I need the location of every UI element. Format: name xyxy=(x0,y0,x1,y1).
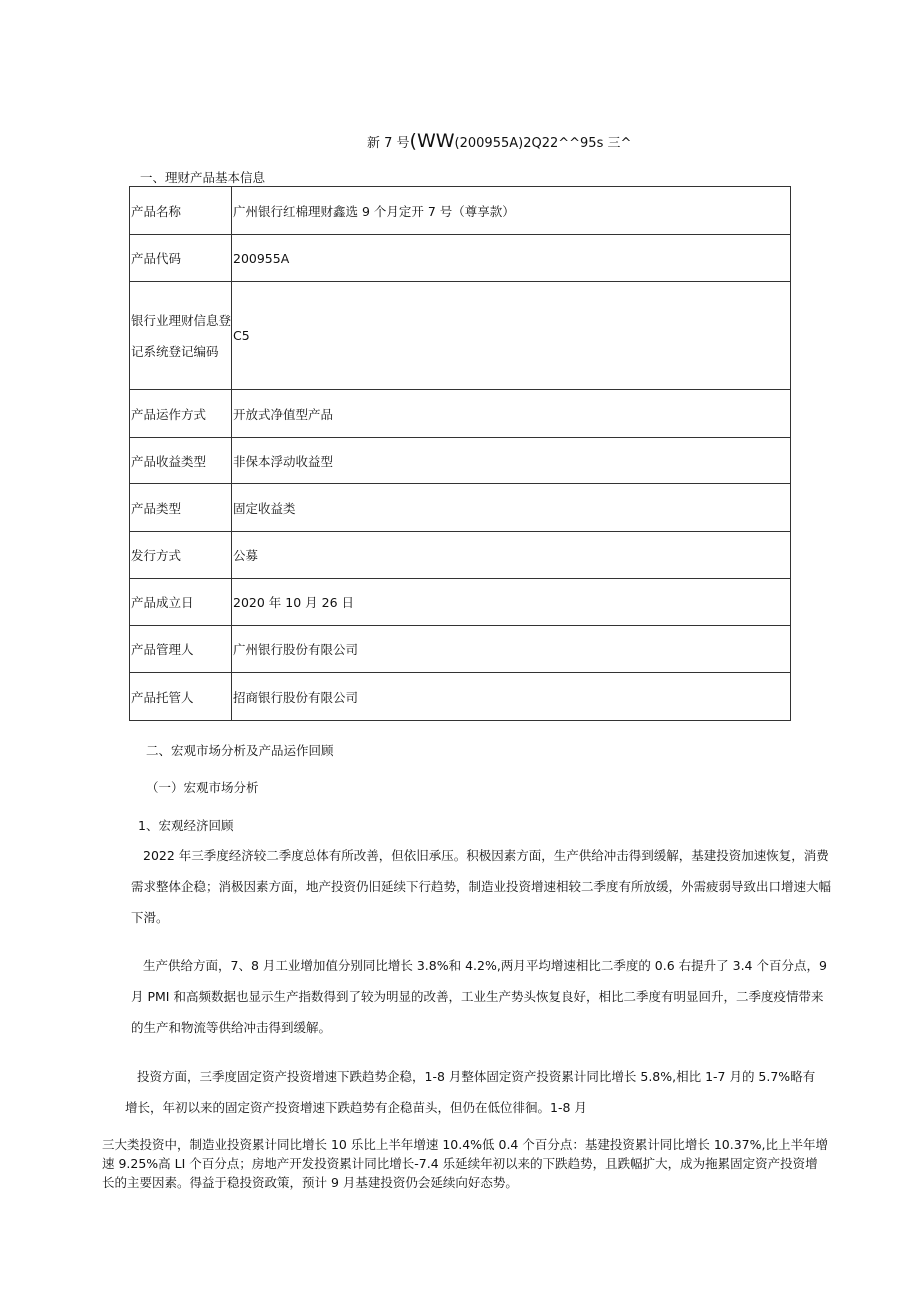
section-heading-1: 一、理财产品基本信息 xyxy=(140,170,266,185)
title-prefix: 新 7 号 xyxy=(367,136,410,151)
field-value: C5 xyxy=(232,282,791,390)
table-row xyxy=(130,438,791,484)
field-value: 200955A xyxy=(232,235,791,282)
table-row xyxy=(130,187,791,235)
table-row xyxy=(130,626,791,673)
field-label: 产品管理人 xyxy=(130,626,232,673)
table-row xyxy=(130,532,791,579)
field-label: 产品收益类型 xyxy=(130,438,232,484)
subsection-heading: （一）宏观市场分析 xyxy=(146,780,259,795)
field-label: 产品代码 xyxy=(130,235,232,282)
paragraph-3: 投资方面，三季度固定资产投资增速下跌趋势企稳，1-8 月整体固定资产投资累计同比增长 5.8%,相比 1-7 月的 5.7%略有增长，年初以来的固定资产投资增速下跌趋势有企稳苗头，但仍在低位徘徊。1-8 月 xyxy=(125,1069,816,1115)
field-value: 招商银行股份有限公司 xyxy=(232,673,791,721)
field-label: 产品运作方式 xyxy=(130,390,232,438)
table-row xyxy=(130,579,791,626)
table-row xyxy=(130,673,791,721)
field-value: 固定收益类 xyxy=(232,484,791,532)
document-title xyxy=(367,130,631,152)
field-value: 2020 年 10 月 26 日 xyxy=(232,579,791,626)
title-rest: (200955A)2Q22^^95s 三^ xyxy=(454,136,632,151)
table-row xyxy=(130,390,791,438)
paragraph-1: 2022 年三季度经济较二季度总体有所改善，但依旧承压。积极因素方面，生产供给冲击得到缓解，基建投资加速恢复，消费需求整体企稳；消极因素方面，地产投资仍旧延续下行趋势，制造业投资增速相较二季度有所放缓，外需疲弱导致出口增速大幅下滑。 xyxy=(131,848,832,925)
product-info-table xyxy=(129,186,791,721)
table-row xyxy=(130,484,791,532)
field-label: 产品名称 xyxy=(130,187,232,235)
field-value: 广州银行红棉理财鑫选 9 个月定开 7 号（尊享款） xyxy=(232,187,791,235)
field-label: 产品成立日 xyxy=(130,579,232,626)
table-row xyxy=(130,235,791,282)
paragraph-2: 生产供给方面，7、8 月工业增加值分别同比增长 3.8%和 4.2%,两月平均增速相比二季度的 0.6 右提升了 3.4 个百分点，9 月 PMI 和高频数据也显示生产指数得到了较为明显的改善，工业生产势头恢复良好，相比二季度有明显回升，二季度疫情带来的生产和物流等供给冲击得到缓解。 xyxy=(131,958,827,1035)
paragraph-4: 三大类投资中，制造业投资累计同比增长 10 乐比上半年增速 10.4%低 0.4 个百分点：基建投资累计同比增长 10.37%,比上半年增速 9.25%高 LI 个百分点；房地产开发投资累计同比增长-7.4 乐延续年初以来的下跌趋势，且跌幅扩大，成为拖累固定资产投资增长的主要因素。得益于稳投资政策，预计 9 月基建投资仍会延续向好态势。 xyxy=(102,1137,828,1190)
section-heading-2: 二、宏观市场分析及产品运作回顾 xyxy=(146,743,334,758)
title-big: (WW xyxy=(409,130,455,152)
table-row xyxy=(130,282,791,390)
field-value: 开放式净值型产品 xyxy=(232,390,791,438)
field-value: 公募 xyxy=(232,532,791,579)
field-value: 广州银行股份有限公司 xyxy=(232,626,791,673)
field-label: 银行业理财信息登记系统登记编码 xyxy=(130,282,232,390)
field-label: 产品类型 xyxy=(130,484,232,532)
field-label: 发行方式 xyxy=(130,532,232,579)
field-value: 非保本浮动收益型 xyxy=(232,438,791,484)
field-label: 产品托管人 xyxy=(130,673,232,721)
subsubsection-heading: 1、宏观经济回顾 xyxy=(138,818,234,833)
